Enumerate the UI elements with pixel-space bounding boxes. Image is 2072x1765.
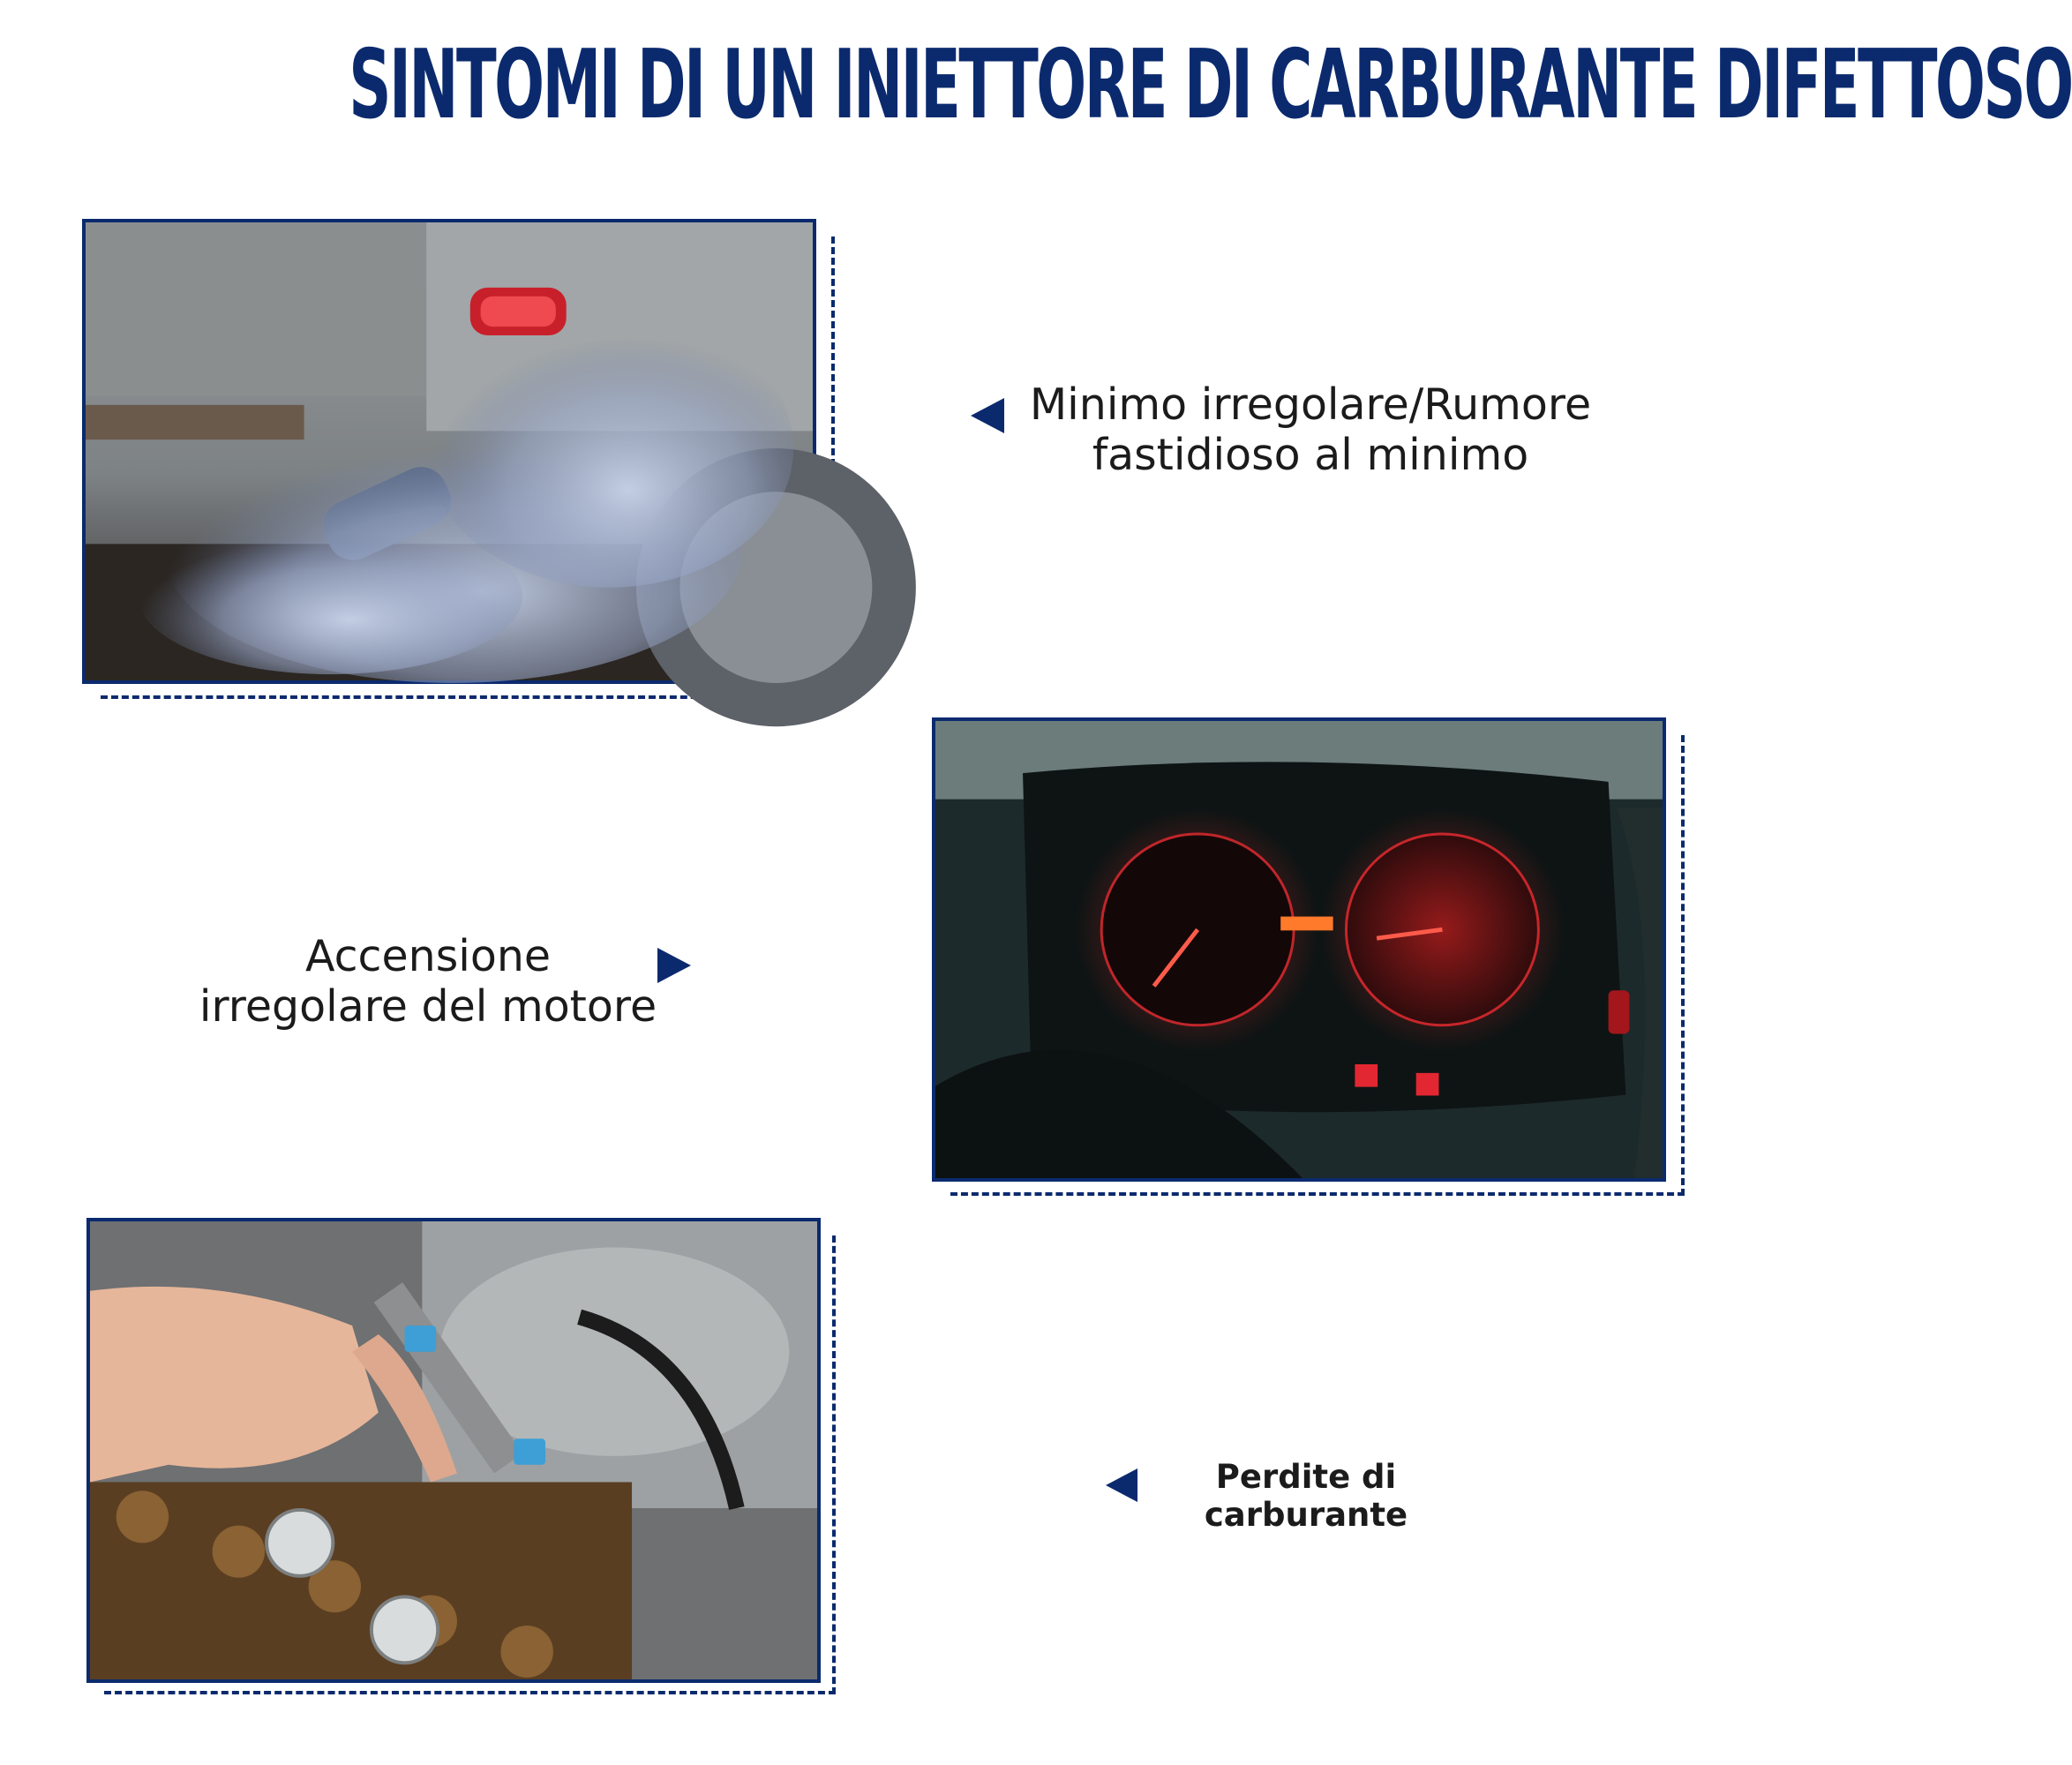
triangle-right-icon	[657, 948, 691, 983]
label-line: irregolare del motore	[199, 981, 657, 1032]
dashboard-gauges-photo	[932, 717, 1666, 1182]
label-line: carburante	[1204, 1496, 1408, 1534]
triangle-left-icon	[1106, 1468, 1137, 1502]
symptom-label-rough-idle	[1006, 379, 1615, 480]
label-line: Accensione	[304, 931, 552, 981]
label-line: fastidioso al minimo	[1092, 430, 1529, 480]
page-title: SINTOMI DI UN INIETTORE DI CARBURANTE DIFETTOSO	[349, 30, 2072, 140]
fuel-injectors-engine-photo	[86, 1218, 821, 1683]
symptom-label-fuel-leak	[1174, 1458, 1438, 1534]
label-line: Perdite di	[1215, 1458, 1397, 1496]
triangle-left-icon	[971, 398, 1004, 433]
symptom-label-engine-misfire	[194, 931, 662, 1032]
exhaust-smoke-photo	[82, 219, 816, 684]
label-line: Minimo irregolare/Rumore	[1029, 379, 1592, 430]
